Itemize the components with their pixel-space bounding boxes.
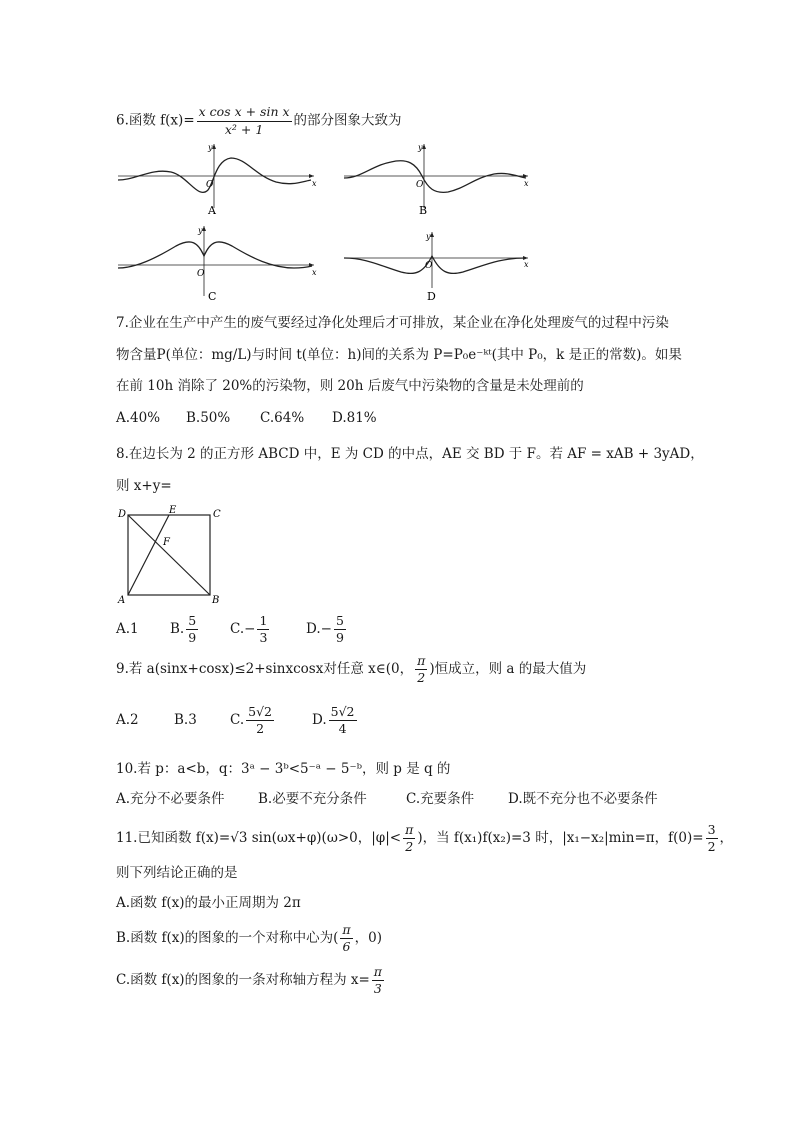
q7-line-2: 物含量P(单位：mg/L)与时间 t(单位：h)间的关系为 P=P₀e⁻ᵏᵗ(其中 P₀，k 是正的常数)。如果 [116, 347, 682, 363]
q11-mid: )，当 f(x₁)f(x₂)=3 时，|x₁−x₂|min=π，f(0)= [417, 830, 704, 846]
q7-option-c: C.64% [260, 410, 305, 426]
q9-option-d-fraction [329, 703, 357, 736]
q11-option-b [116, 922, 382, 954]
graph-b-x-label: x [524, 179, 529, 188]
q9-c-num: 5√2 [246, 706, 274, 722]
q6-stem [116, 106, 402, 136]
q10-option-b: B.必要不充分条件 [258, 791, 367, 807]
point-d-label: D [118, 509, 127, 520]
q9-option-c-fraction [246, 703, 274, 736]
graph-d-y-label: y [426, 232, 431, 241]
graph-c-x-label: x [312, 268, 317, 277]
q11-f2-num: 3 [706, 824, 718, 840]
q11-option-b-post: ，0) [354, 930, 382, 946]
q9-fraction [415, 652, 427, 685]
graph-b [344, 143, 529, 217]
q9-stem [116, 654, 586, 685]
graph-c [118, 226, 317, 302]
q11-fraction-1 [403, 821, 415, 854]
q11-option-c-fraction [372, 963, 384, 996]
q11-prefix: 11.已知函数 f(x)=√3 sin(ωx+φ)(ω>0，|φ|< [116, 830, 402, 846]
q11-option-c-pre: C.函数 f(x)的图象的一条对称轴方程为 x= [116, 972, 370, 988]
point-a-label: A [118, 595, 126, 606]
q11-end: ， [719, 830, 734, 846]
graph-b-label: B [419, 204, 428, 217]
q9-suffix: )恒成立，则 a 的最大值为 [429, 661, 587, 677]
q11-f1-den: 2 [405, 839, 414, 854]
q6-fraction [197, 106, 292, 136]
q9-option-c-label: C. [230, 712, 245, 728]
q11-b-den: 6 [342, 939, 351, 954]
q11-fraction-2 [706, 821, 718, 854]
q11-b-num: π [340, 924, 352, 940]
q8-line-2: 则 x+y= [116, 478, 172, 494]
q11-stem [116, 822, 733, 854]
q8-c-den: 3 [259, 630, 268, 645]
q11-option-b-pre: B.函数 f(x)的图象的一个对称中心为( [116, 930, 339, 946]
q10-options [116, 790, 658, 808]
graph-b-origin: O [416, 180, 424, 190]
point-f-label: F [163, 537, 170, 548]
q7-option-b: B.50% [186, 410, 231, 426]
q10-stem: 10.若 p：a<b，q：3ᵃ − 3ᵇ<5⁻ᵃ − 5⁻ᵇ，则 p 是 q 的 [116, 761, 451, 777]
q11-option-a: A.函数 f(x)的最小正周期为 2π [116, 895, 301, 911]
q8-option-d-fraction [334, 612, 346, 645]
q8-option-b-label: B. [170, 621, 185, 637]
q9-option-b: B.3 [174, 712, 197, 728]
q11-line-2: 则下列结论正确的是 [116, 865, 238, 881]
graph-b-y-label: y [418, 143, 423, 152]
q9-d-den: 4 [338, 721, 347, 736]
graph-a-y-label: y [208, 143, 213, 152]
q8-option-c [230, 614, 306, 645]
graph-a-x-label: x [312, 179, 317, 188]
q8-options [116, 614, 348, 645]
q9-option-a: A.2 [116, 712, 139, 728]
q8-c-num: 1 [257, 615, 269, 631]
graph-a-origin: O [206, 180, 214, 190]
q9-option-d-label: D. [312, 712, 327, 728]
q8-d-den: 9 [335, 630, 344, 645]
q7-options [116, 409, 377, 427]
q8-square-figure [116, 505, 226, 607]
q9-den: 2 [417, 670, 426, 685]
q6-suffix: 的部分图象大致为 [293, 112, 402, 129]
point-c-label: C [213, 509, 221, 520]
graph-c-origin: O [197, 269, 205, 279]
q8-option-b [170, 614, 230, 645]
point-b-label: B [212, 595, 220, 606]
q11-c-den: 3 [373, 981, 382, 996]
q8-option-c-fraction [257, 612, 269, 645]
q11-option-c [116, 964, 386, 996]
graph-a-label: A [208, 204, 216, 217]
q9-num: π [415, 655, 427, 671]
q11-c-num: π [372, 966, 384, 982]
q8-b-den: 9 [188, 630, 197, 645]
graph-d-label: D [427, 290, 436, 302]
q8-option-d [306, 614, 348, 645]
q7-option-d: D.81% [332, 410, 377, 426]
q7-option-a: A.40% [116, 410, 161, 426]
q8-option-c-label: C.− [230, 621, 256, 637]
point-e-label: E [169, 505, 177, 516]
q6-numerator: x cos x + sin x [197, 106, 292, 122]
q9-option-d [312, 704, 359, 736]
q7-line-1: 7.企业在生产中产生的废气要经过净化处理后才可排放，某企业在净化处理废气的过程中污染 [116, 315, 669, 331]
graph-d-origin: O [425, 261, 433, 271]
q8-option-d-label: D.− [306, 621, 332, 637]
q9-d-num: 5√2 [329, 706, 357, 722]
q7-line-3: 在前 10h 消除了 20%的污染物，则 20h 后废气中污染物的含量是未处理前的 [116, 378, 584, 394]
graph-d [344, 232, 529, 302]
q11-option-b-fraction [340, 921, 352, 954]
q6-denominator: x² + 1 [224, 121, 264, 137]
q8-d-num: 5 [334, 615, 346, 631]
q9-c-den: 2 [256, 721, 265, 736]
q6-prefix: 6.函数 f(x)= [116, 112, 195, 129]
graph-c-label: C [208, 290, 217, 302]
q6-graphs-figure [116, 138, 530, 302]
q11-f1-num: π [403, 824, 415, 840]
q9-prefix: 9.若 a(sinx+cosx)≤2+sinxcosx对任意 x∈(0， [116, 661, 414, 677]
q9-options [116, 704, 359, 736]
q8-option-b-fraction [186, 612, 198, 645]
graph-c-y-label: y [198, 226, 203, 235]
q10-option-a: A.充分不必要条件 [116, 791, 225, 807]
q10-option-d: D.既不充分也不必要条件 [508, 791, 658, 807]
q8-line-1: 8.在边长为 2 的正方形 ABCD 中，E 为 CD 的中点，AE 交 BD 于 F。若 AF = xAB + 3yAD， [116, 446, 704, 462]
graph-a [118, 143, 317, 217]
q8-b-num: 5 [186, 615, 198, 631]
graph-d-x-label: x [524, 260, 529, 269]
q11-f2-den: 2 [707, 839, 716, 854]
q9-option-c [230, 704, 312, 736]
q10-option-c: C.充要条件 [406, 791, 475, 807]
q8-option-a: A.1 [116, 621, 139, 637]
